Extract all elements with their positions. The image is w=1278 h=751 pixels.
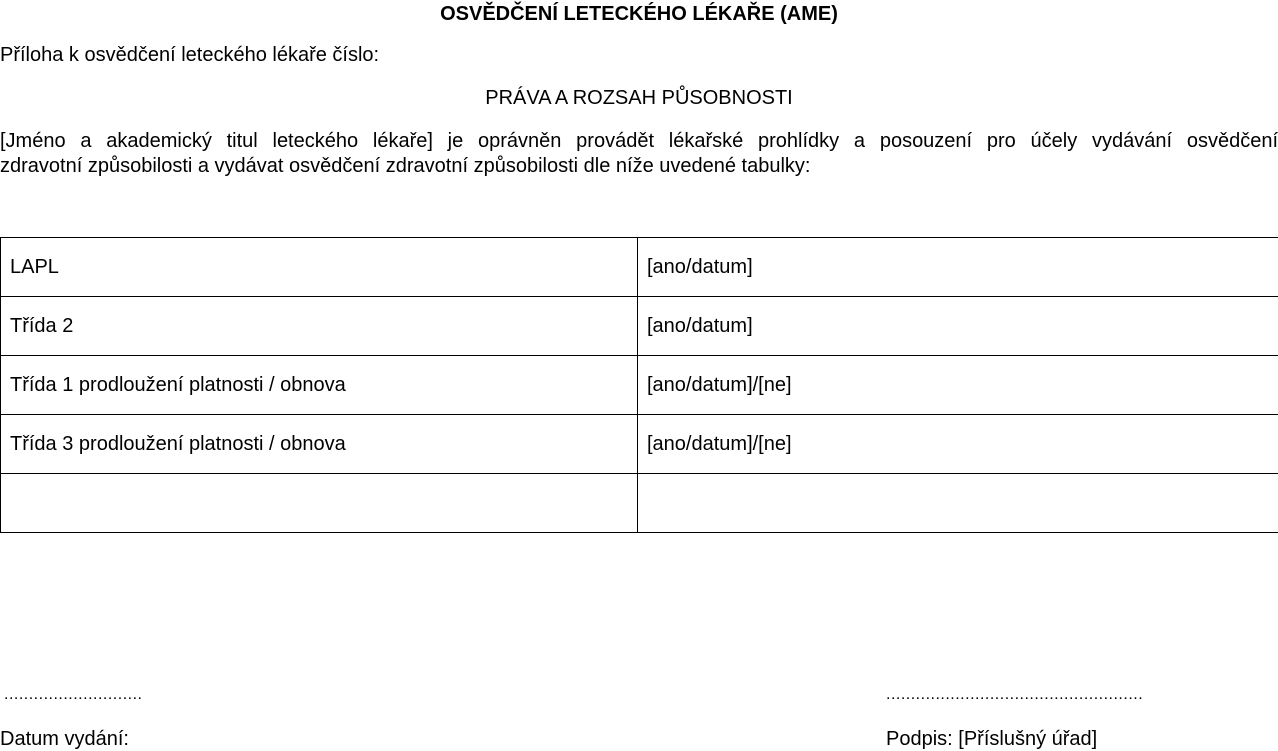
- row-value: [638, 474, 1278, 533]
- row-value: [ano/datum]: [638, 238, 1278, 297]
- row-value: [ano/datum]/[ne]: [638, 415, 1278, 474]
- paragraph-line-2: zdravotní způsobilosti a vydávat osvědčení zdravotní způsobilosti dle níže uvedené tabulky:: [0, 155, 811, 177]
- row-label: [1, 474, 638, 533]
- table-row: [1, 356, 1278, 415]
- authorization-paragraph: [0, 129, 1278, 179]
- row-label: LAPL: [1, 238, 638, 297]
- row-label: Třída 3 prodloužení platnosti / obnova: [1, 415, 638, 474]
- signature-dotted-line: ....................................................: [886, 686, 1144, 703]
- row-value: [ano/datum]/[ne]: [638, 356, 1278, 415]
- table-row: [1, 474, 1278, 533]
- row-label: Třída 2: [1, 297, 638, 356]
- table-row: [1, 238, 1278, 297]
- row-label: Třída 1 prodloužení platnosti / obnova: [1, 356, 638, 415]
- section-heading: PRÁVA A ROZSAH PŮSOBNOSTI: [485, 87, 793, 109]
- table-row: [1, 415, 1278, 474]
- privileges-table: [0, 237, 1278, 533]
- annex-line: Příloha k osvědčení leteckého lékaře číslo:: [0, 44, 380, 66]
- document-title: OSVĚDČENÍ LETECKÉHO LÉKAŘE (AME): [440, 3, 838, 25]
- row-value: [ano/datum]: [638, 297, 1278, 356]
- issue-date-label: Datum vydání:: [0, 728, 129, 750]
- signature-label: Podpis: [Příslušný úřad]: [886, 728, 1098, 750]
- table-row: [1, 297, 1278, 356]
- date-dotted-line: ............................: [4, 686, 143, 703]
- paragraph-line-1: [Jméno a akademický titul leteckého lékaře] je oprávněn provádět lékařské prohlídky a posouzení pro účely vydávání osvědčení: [0, 130, 1278, 152]
